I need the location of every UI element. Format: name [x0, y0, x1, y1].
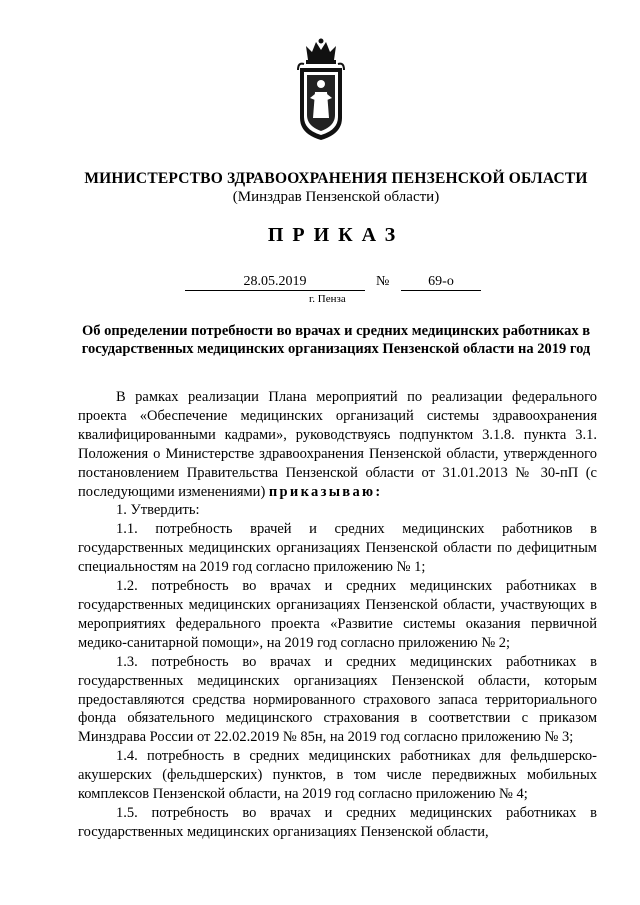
coat-of-arms-icon — [296, 38, 346, 142]
list-item: 1. Утвердить: — [116, 502, 200, 519]
order-date: 28.05.2019 — [185, 273, 365, 291]
number-sign: № — [376, 274, 390, 289]
ministry-short-name: (Минздрав Пензенской области) — [232, 189, 440, 205]
ministry-name: МИНИСТЕРСТВО ЗДРАВООХРАНЕНИЯ ПЕНЗЕНСКОЙ ОБЛАСТИ — [84, 170, 588, 187]
list-item: 1.2. потребность во врачах и средних медицинских работниках в государственных медицинских организациях Пензенской области, участвующих в мероприятиях федерального проекта «Развитие системы оказания первичной медико-санитарной помощи», на 2019 год согласно приложению № 2; — [78, 578, 597, 651]
order-number: 69-о — [401, 273, 481, 291]
preamble-paragraph — [78, 388, 597, 501]
city: г. Пенза — [309, 293, 346, 305]
list-item: 1.1. потребность врачей и средних медицинских работников в государственных медицинских организациях Пензенской области по дефицитным специальностям на 2019 год согласно приложению № 1; — [78, 521, 597, 576]
document-body — [78, 388, 597, 842]
document-type: ПРИКАЗ — [267, 224, 405, 246]
list-item: 1.5. потребность во врачах и средних медицинских работниках в государственных медицинских организациях Пензенской области, — [78, 804, 597, 840]
list-item: 1.3. потребность во врачах и средних медицинских работниках в государственных медицинских организациях Пензенской области, которым предоставляются средства нормированного страхового запаса территориального фонда обязательного медицинского страхования в соответствии с приказом Минздрава России от 22.02.2019 № 85н, на 2019 год согласно приложению № 3; — [78, 653, 597, 746]
document-title: Об определении потребности во врачах и средних медицинских работниках в государственных медицинских организациях Пензенской области на 2019 год — [81, 323, 591, 357]
list-item: 1.4. потребность в средних медицинских работниках для фельдшерско-акушерских (фельдшерских) пунктов, в том числе передвижных мобильных комплексов Пензенской области, на 2019 год согласно приложению № 4; — [78, 748, 597, 803]
order-word: приказываю: — [268, 483, 383, 500]
preamble-text: В рамках реализации Плана мероприятий по реализации федерального проекта «Обеспечение медицинских организаций системы здравоохранения квалифицированными кадрами», руководствуясь подпунктом 3.1.8. пункта 3.1. Положения о Министерстве здравоохранения Пензенской области, утвержденного постановлением Правительства Пензенской области от 31.01.2013 № 30-пП (с последующими изменениями) — [78, 389, 597, 500]
